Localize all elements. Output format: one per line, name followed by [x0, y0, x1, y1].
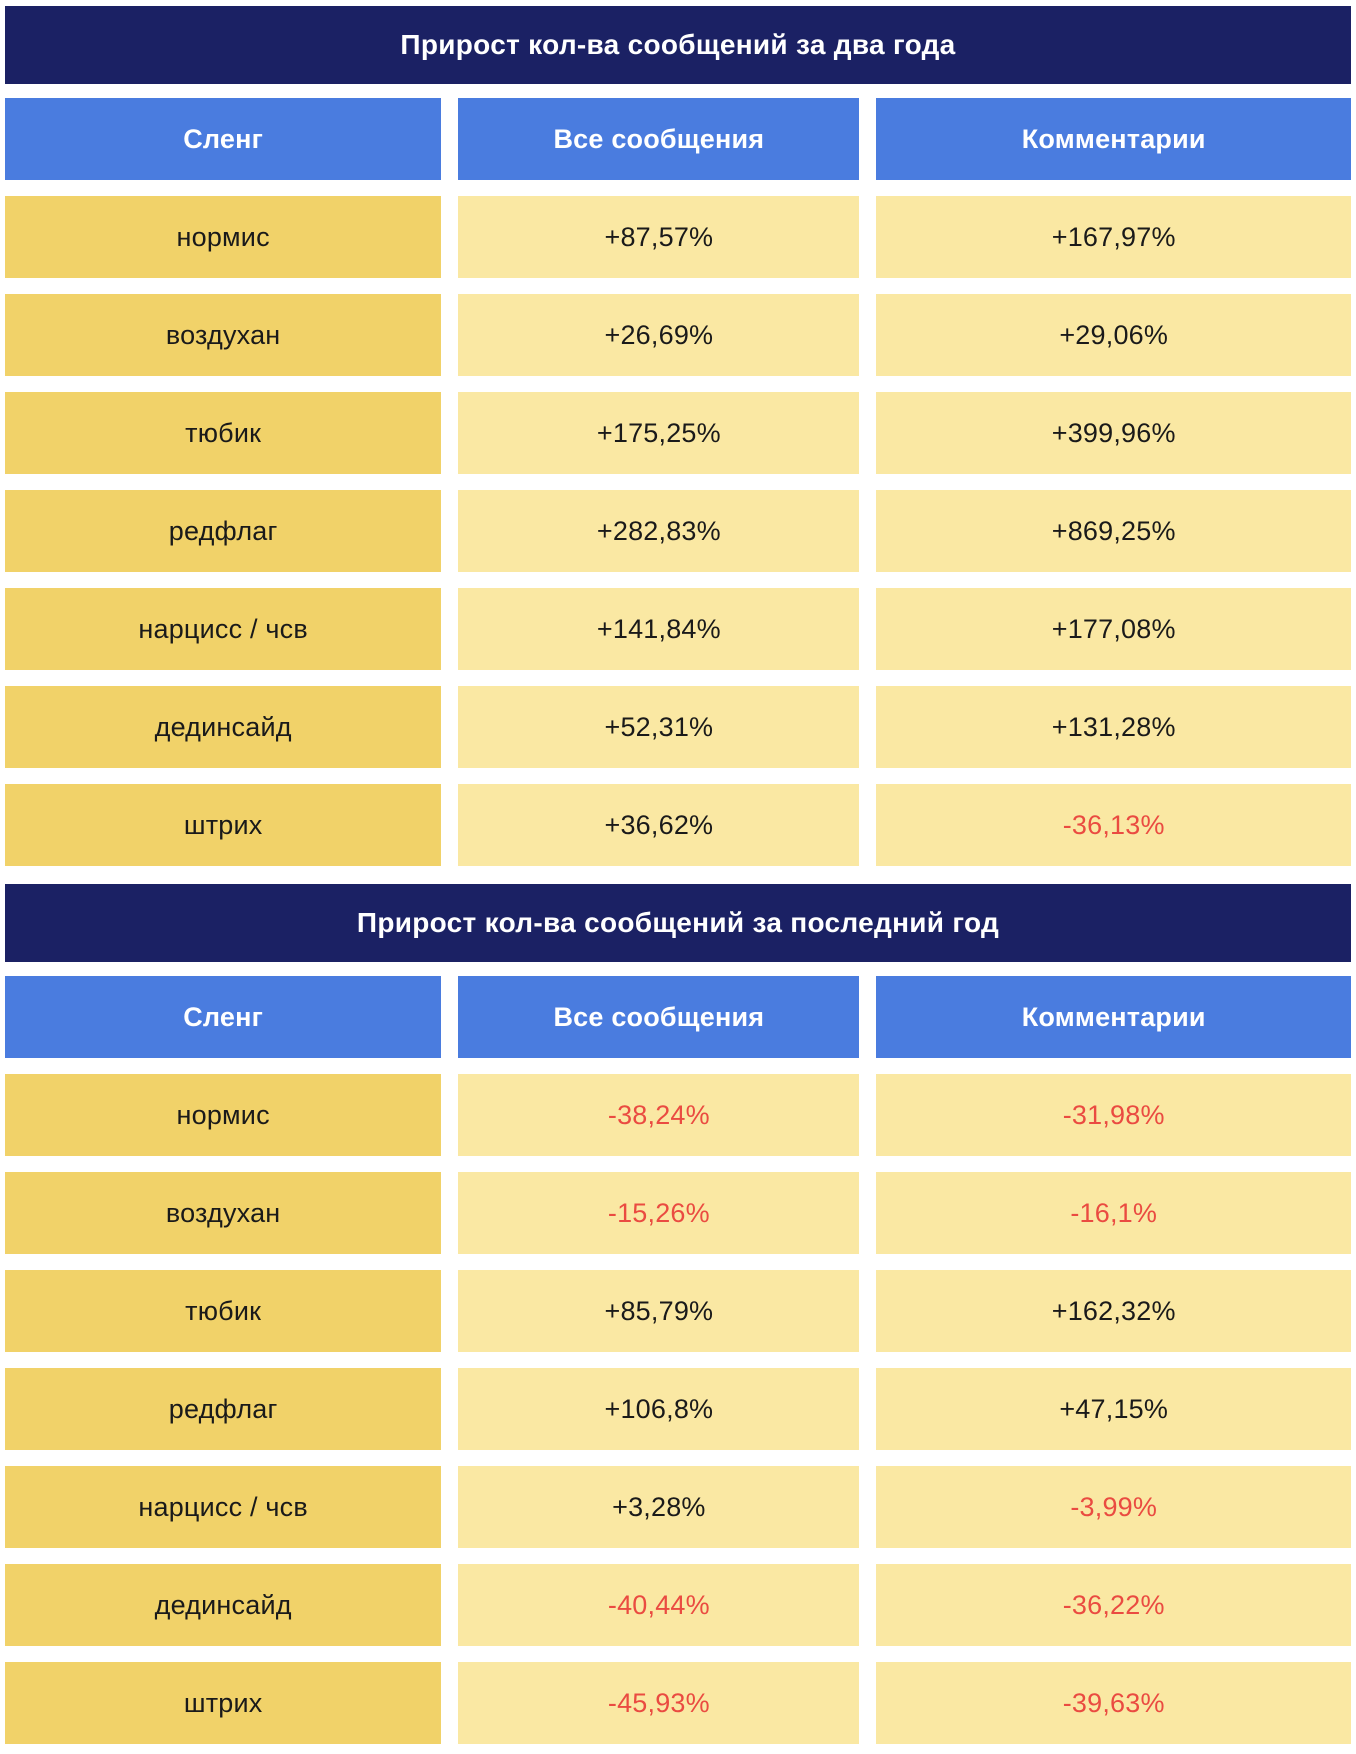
all-messages-value: +87,57%: [458, 196, 859, 278]
comments-value: +177,08%: [876, 588, 1351, 670]
comments-value: +869,25%: [876, 490, 1351, 572]
all-messages-value: +52,31%: [458, 686, 859, 768]
table-title: Прирост кол-ва сообщений за два года: [400, 29, 956, 60]
all-messages-value: -15,26%: [458, 1172, 859, 1254]
comments-value: -39,63%: [876, 1662, 1351, 1744]
table-grid: [5, 976, 1351, 1744]
row-label: тюбик: [5, 392, 441, 474]
column-header-comments: Комментарии: [876, 976, 1351, 1058]
row-label: редфлаг: [5, 490, 441, 572]
all-messages-value: +85,79%: [458, 1270, 859, 1352]
comments-value: +167,97%: [876, 196, 1351, 278]
row-label: тюбик: [5, 1270, 441, 1352]
comments-value: +131,28%: [876, 686, 1351, 768]
all-messages-value: -45,93%: [458, 1662, 859, 1744]
table-title-bar: [5, 6, 1351, 84]
row-label: нормис: [5, 1074, 441, 1156]
table-grid: [5, 98, 1351, 866]
all-messages-value: -38,24%: [458, 1074, 859, 1156]
comments-value: +399,96%: [876, 392, 1351, 474]
column-header-all-messages: Все сообщения: [458, 98, 859, 180]
comments-value: -3,99%: [876, 1466, 1351, 1548]
all-messages-value: +106,8%: [458, 1368, 859, 1450]
table-growth-two-years: [5, 6, 1351, 866]
table-title-bar: [5, 884, 1351, 962]
column-header-slang: Сленг: [5, 98, 441, 180]
table-title: Прирост кол-ва сообщений за последний год: [356, 907, 1000, 938]
comments-value: -16,1%: [876, 1172, 1351, 1254]
all-messages-value: +3,28%: [458, 1466, 859, 1548]
comments-value: -36,22%: [876, 1564, 1351, 1646]
comments-value: -31,98%: [876, 1074, 1351, 1156]
column-header-slang: Сленг: [5, 976, 441, 1058]
row-label: воздухан: [5, 1172, 441, 1254]
comments-value: +29,06%: [876, 294, 1351, 376]
row-label: штрих: [5, 1662, 441, 1744]
all-messages-value: +141,84%: [458, 588, 859, 670]
all-messages-value: +175,25%: [458, 392, 859, 474]
comments-value: +47,15%: [876, 1368, 1351, 1450]
comments-value: -36,13%: [876, 784, 1351, 866]
row-label: дединсайд: [5, 686, 441, 768]
row-label: нарцисс / чсв: [5, 588, 441, 670]
all-messages-value: +36,62%: [458, 784, 859, 866]
row-label: нарцисс / чсв: [5, 1466, 441, 1548]
comments-value: +162,32%: [876, 1270, 1351, 1352]
column-header-comments: Комментарии: [876, 98, 1351, 180]
row-label: нормис: [5, 196, 441, 278]
all-messages-value: -40,44%: [458, 1564, 859, 1646]
row-label: воздухан: [5, 294, 441, 376]
all-messages-value: +282,83%: [458, 490, 859, 572]
table-growth-last-year: [5, 884, 1351, 1744]
row-label: дединсайд: [5, 1564, 441, 1646]
all-messages-value: +26,69%: [458, 294, 859, 376]
row-label: штрих: [5, 784, 441, 866]
row-label: редфлаг: [5, 1368, 441, 1450]
column-header-all-messages: Все сообщения: [458, 976, 859, 1058]
